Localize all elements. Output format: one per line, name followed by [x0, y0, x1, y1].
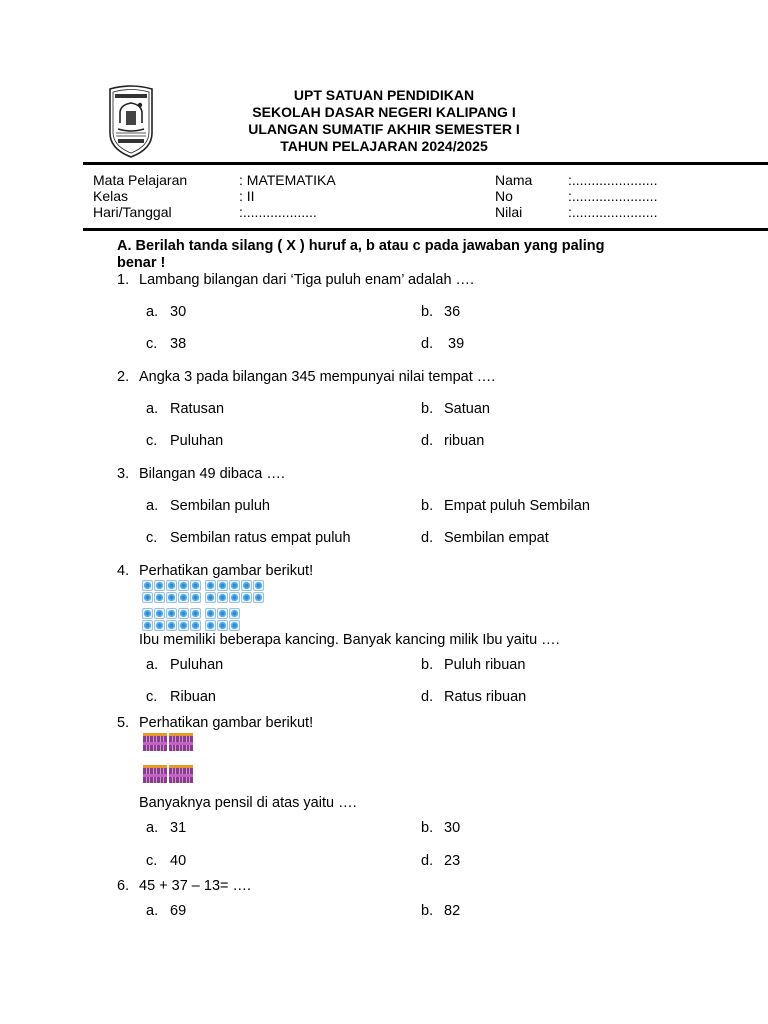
question-4-text: Perhatikan gambar berikut! [139, 563, 314, 579]
header-top-rule [83, 162, 768, 165]
pencils-icon [143, 733, 167, 755]
option-letter[interactable]: b. [421, 401, 434, 417]
q3-option-a[interactable]: Sembilan puluh [170, 498, 270, 514]
question-number: 5. [117, 715, 130, 731]
q6-option-a[interactable]: 69 [170, 903, 187, 919]
q1-option-b[interactable]: 36 [444, 304, 461, 320]
option-letter[interactable]: c. [146, 853, 158, 869]
question-number: 4. [117, 563, 130, 579]
buttons-icon [142, 580, 201, 603]
q5-option-d[interactable]: 23 [444, 853, 461, 869]
question-2-text: Angka 3 pada bilangan 345 mempunyai nilai tempat …. [139, 369, 496, 385]
date-label: Hari/Tanggal [93, 204, 172, 220]
subject-value: : MATEMATIKA [239, 172, 336, 188]
question-1-text: Lambang bilangan dari ‘Tiga puluh enam’ adalah …. [139, 272, 475, 288]
section-a-instruction-cont: benar ! [117, 255, 166, 271]
date-value: :................... [239, 204, 317, 220]
option-letter[interactable]: b. [421, 498, 434, 514]
q5-option-c[interactable]: 40 [170, 853, 187, 869]
score-field[interactable]: :...................... [568, 204, 658, 220]
option-letter[interactable]: c. [146, 530, 158, 546]
pencils-icon [169, 765, 193, 787]
header-bottom-rule [83, 228, 768, 231]
option-letter[interactable]: c. [146, 336, 158, 352]
buttons-icon [205, 580, 264, 603]
option-letter[interactable]: c. [146, 433, 158, 449]
q1-option-c[interactable]: 38 [170, 336, 187, 352]
q1-option-d[interactable]: 39 [444, 336, 465, 352]
number-field[interactable]: :...................... [568, 188, 658, 204]
question-5-followup: Banyaknya pensil di atas yaitu …. [139, 795, 357, 811]
q4-option-b[interactable]: Puluh ribuan [444, 657, 526, 673]
q5-option-b[interactable]: 30 [444, 820, 461, 836]
q2-option-a[interactable]: Ratusan [170, 401, 225, 417]
option-letter[interactable]: a. [146, 903, 159, 919]
name-label: Nama [495, 172, 533, 188]
exam-title: ULANGAN SUMATIF AKHIR SEMESTER I [248, 121, 520, 137]
option-letter[interactable]: b. [421, 657, 434, 673]
option-letter[interactable]: d. [421, 689, 434, 705]
question-3-text: Bilangan 49 dibaca …. [139, 466, 285, 482]
pencils-icon [143, 765, 167, 787]
class-label: Kelas [93, 188, 129, 204]
subject-label: Mata Pelajaran [93, 172, 188, 188]
option-letter[interactable]: a. [146, 401, 159, 417]
question-4-followup: Ibu memiliki beberapa kancing. Banyak kancing milik Ibu yaitu …. [139, 632, 560, 648]
buttons-icon [205, 608, 240, 631]
buttons-icon [142, 608, 201, 631]
school-year-title: TAHUN PELAJARAN 2024/2025 [280, 138, 488, 154]
class-value: : II [239, 188, 255, 204]
pencils-icon [169, 733, 193, 755]
option-letter[interactable]: a. [146, 657, 159, 673]
q2-option-c[interactable]: Puluhan [170, 433, 224, 449]
question-number: 3. [117, 466, 130, 482]
section-a-instruction: A. Berilah tanda silang ( X ) huruf a, b atau c pada jawaban yang paling [117, 238, 605, 254]
option-letter[interactable]: b. [421, 820, 434, 836]
option-letter[interactable]: b. [421, 903, 434, 919]
option-letter[interactable]: d. [421, 336, 434, 352]
q1-option-a[interactable]: 30 [170, 304, 187, 320]
q4-option-d[interactable]: Ratus ribuan [444, 689, 527, 705]
q4-option-a[interactable]: Puluhan [170, 657, 224, 673]
score-label: Nilai [495, 204, 523, 220]
q2-option-d[interactable]: ribuan [444, 433, 485, 449]
option-letter[interactable]: b. [421, 304, 434, 320]
option-letter[interactable]: c. [146, 689, 158, 705]
number-label: No [495, 188, 513, 204]
option-letter[interactable]: a. [146, 304, 159, 320]
question-5-text: Perhatikan gambar berikut! [139, 715, 314, 731]
q2-option-b[interactable]: Satuan [444, 401, 490, 417]
q4-option-c[interactable]: Ribuan [170, 689, 216, 705]
school-unit-title: UPT SATUAN PENDIDIKAN [293, 87, 475, 103]
name-field[interactable]: :...................... [568, 172, 658, 188]
option-letter[interactable]: d. [421, 433, 434, 449]
q3-option-c[interactable]: Sembilan ratus empat puluh [170, 530, 351, 546]
question-number: 2. [117, 369, 130, 385]
q3-option-b[interactable]: Empat puluh Sembilan [444, 498, 590, 514]
q3-option-d[interactable]: Sembilan empat [444, 530, 549, 546]
question-6-text: 45 + 37 – 13= …. [139, 878, 252, 894]
option-letter[interactable]: a. [146, 820, 159, 836]
question-number: 6. [117, 878, 130, 894]
school-name-title: SEKOLAH DASAR NEGERI KALIPANG I [252, 104, 516, 120]
option-letter[interactable]: d. [421, 853, 434, 869]
question-number: 1. [117, 272, 130, 288]
option-letter[interactable]: d. [421, 530, 434, 546]
option-letter[interactable]: a. [146, 498, 159, 514]
q6-option-b[interactable]: 82 [444, 903, 461, 919]
q5-option-a[interactable]: 31 [170, 820, 187, 836]
